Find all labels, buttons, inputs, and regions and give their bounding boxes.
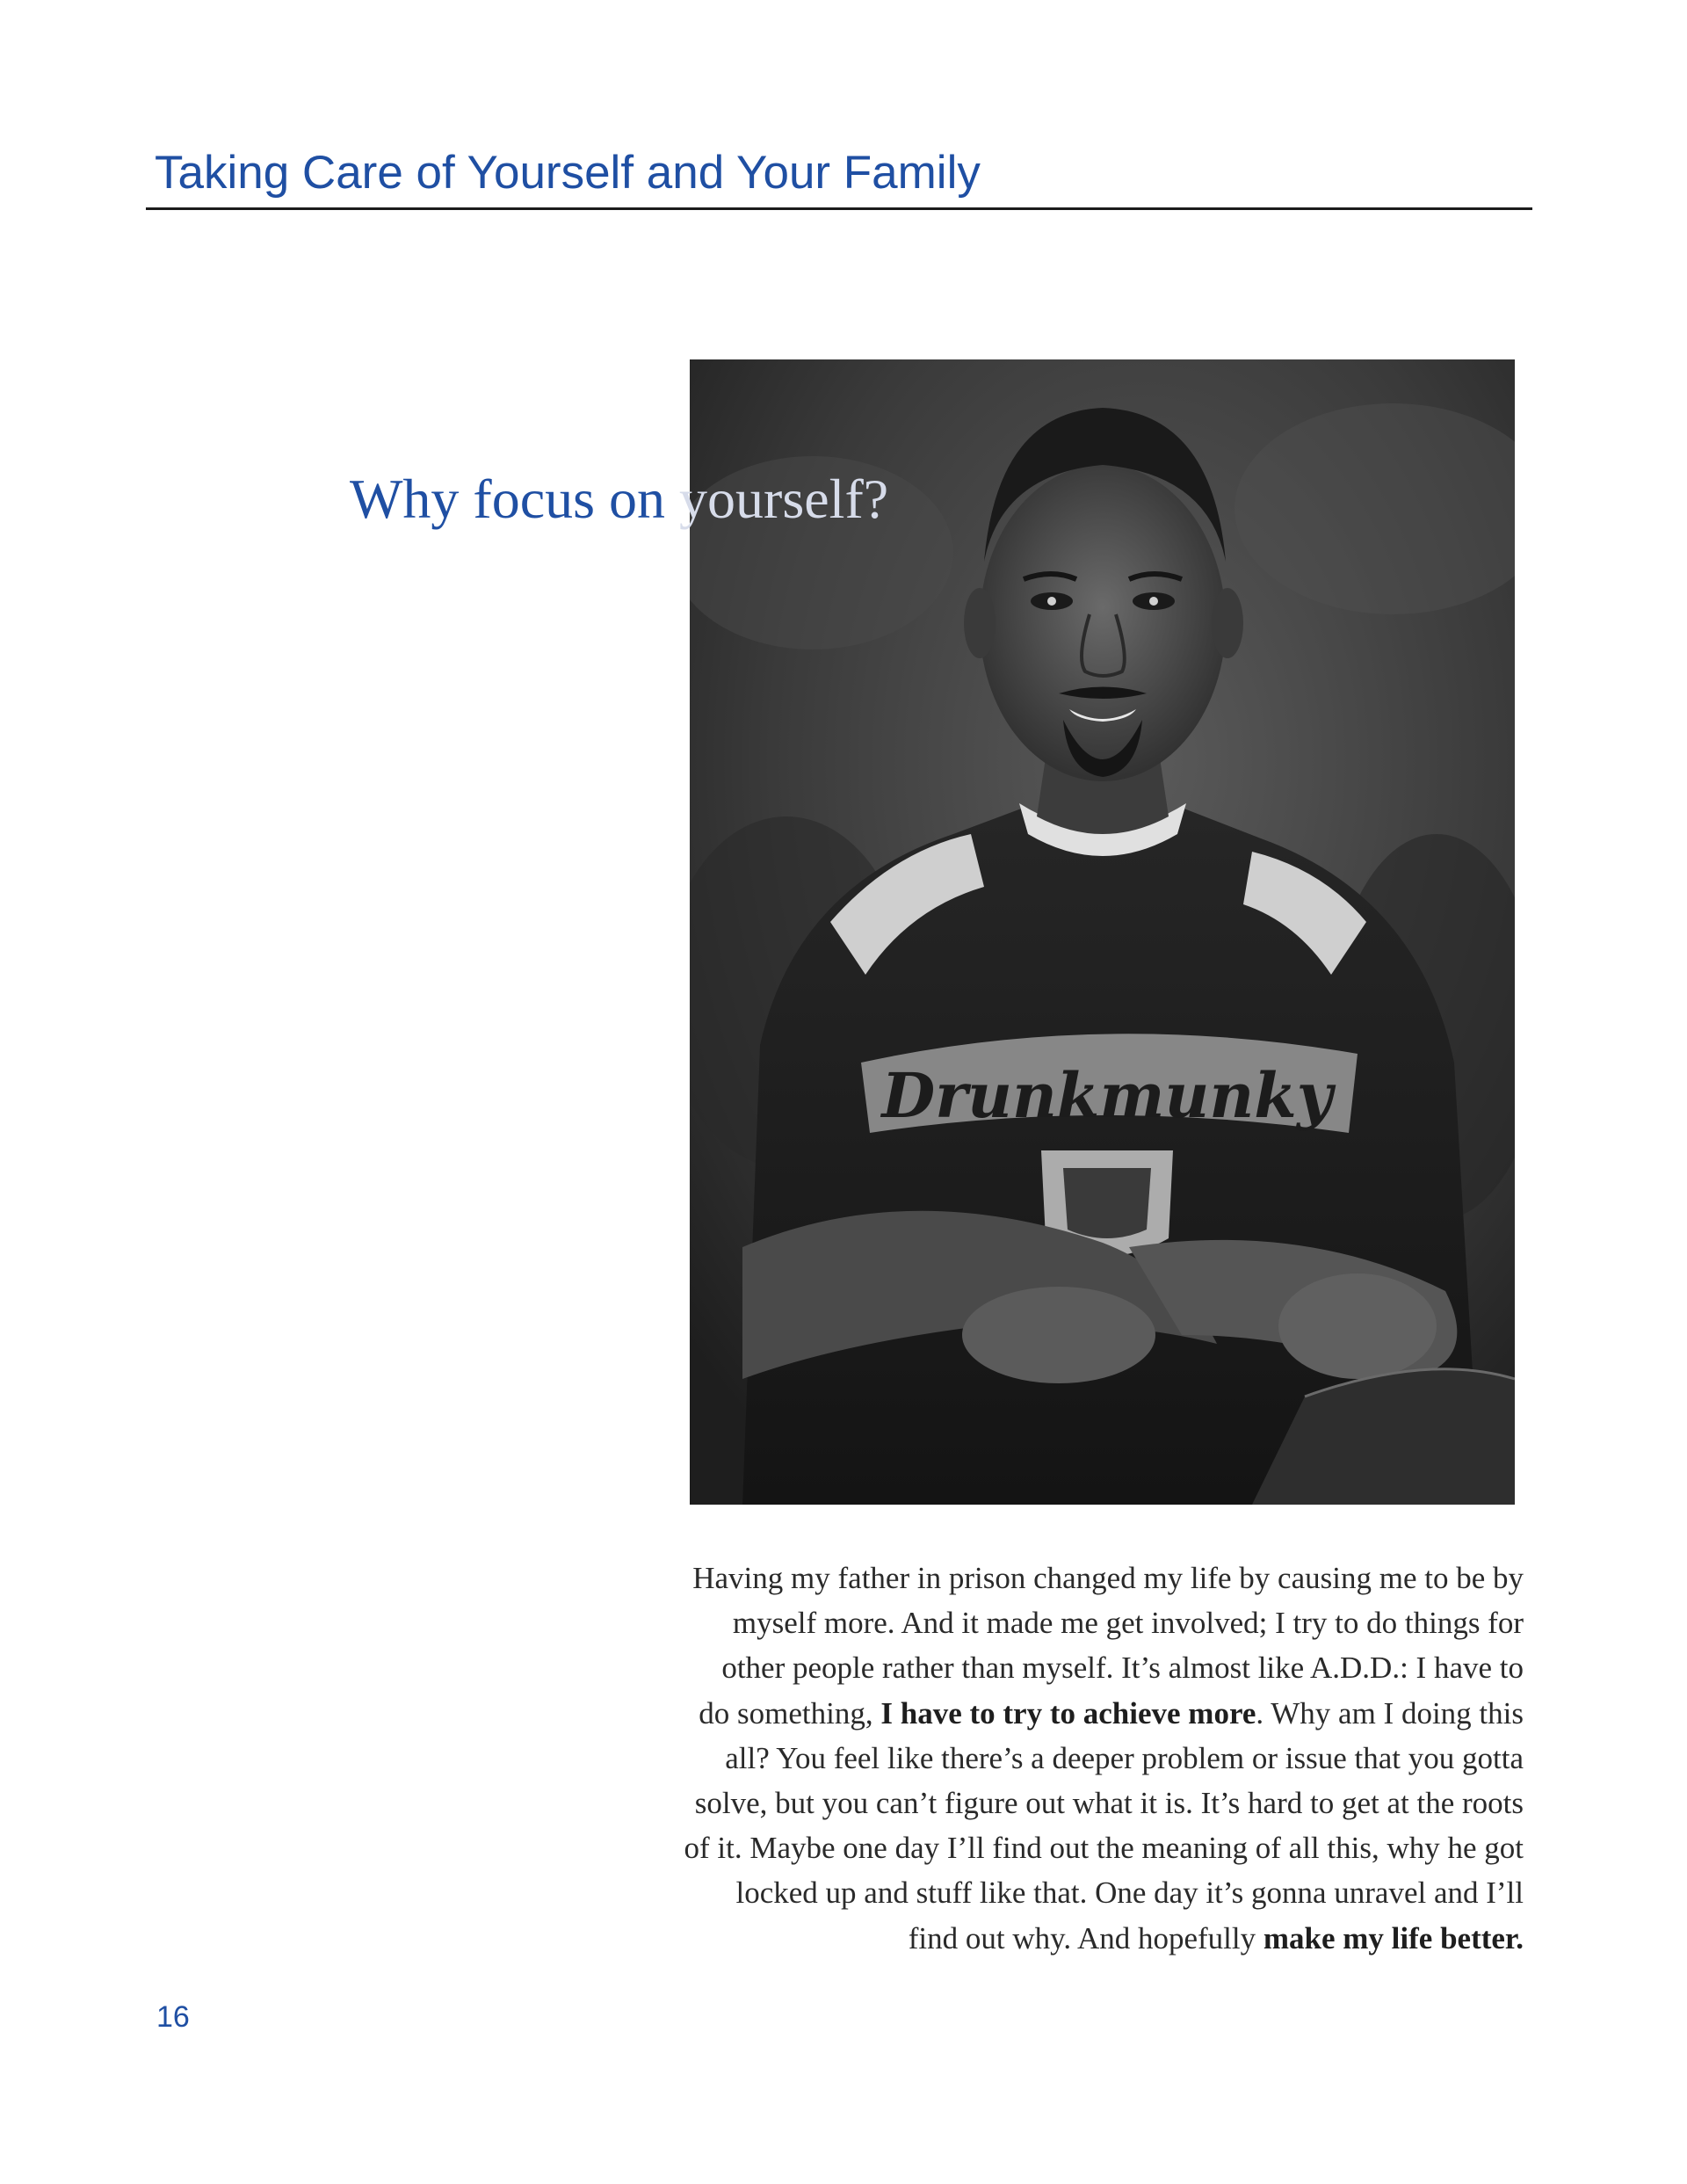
page-number: 16 — [156, 2000, 190, 2034]
section-heading-part-1: Why focus on — [350, 468, 680, 530]
shirt-graphic-text: Drunkmunky — [881, 1059, 1333, 1132]
quote-emphasis: make my life better. — [1263, 1920, 1524, 1955]
quote-line — [527, 1691, 1524, 1736]
quote-text: find out why. And hopefully — [908, 1920, 1263, 1955]
quote-emphasis: I have to try to achieve more — [880, 1695, 1256, 1731]
quote-line: all? You feel like there’s a deeper problem or issue that you gotta — [725, 1740, 1524, 1775]
quote-text: . Why am I doing this — [1256, 1695, 1524, 1731]
quote-line: myself more. And it made me get involved; I try to do things for — [732, 1606, 1524, 1641]
quote-line — [527, 1916, 1524, 1961]
section-heading-part-2: yourself? — [679, 468, 889, 530]
header-rule — [146, 207, 1532, 210]
quote-line: solve, but you can’t figure out what it is. It’s hard to get at the roots — [694, 1786, 1524, 1821]
quote-line: other people rather than myself. It’s almost like A.D.D.: I have to — [721, 1651, 1524, 1686]
section-heading — [350, 468, 889, 530]
quote-text: do something, — [699, 1695, 881, 1731]
quote-paragraph — [527, 1556, 1524, 1961]
quote-line: locked up and stuff like that. One day it’s gonna unravel and I’ll — [735, 1876, 1524, 1911]
quote-line: of it. Maybe one day I’ll find out the meaning of all this, why he got — [684, 1831, 1524, 1866]
portrait-photo — [690, 359, 1515, 1505]
quote-line: Having my father in prison changed my life by causing me to be by — [692, 1561, 1524, 1595]
page-header-title: Taking Care of Yourself and Your Family — [155, 147, 981, 199]
